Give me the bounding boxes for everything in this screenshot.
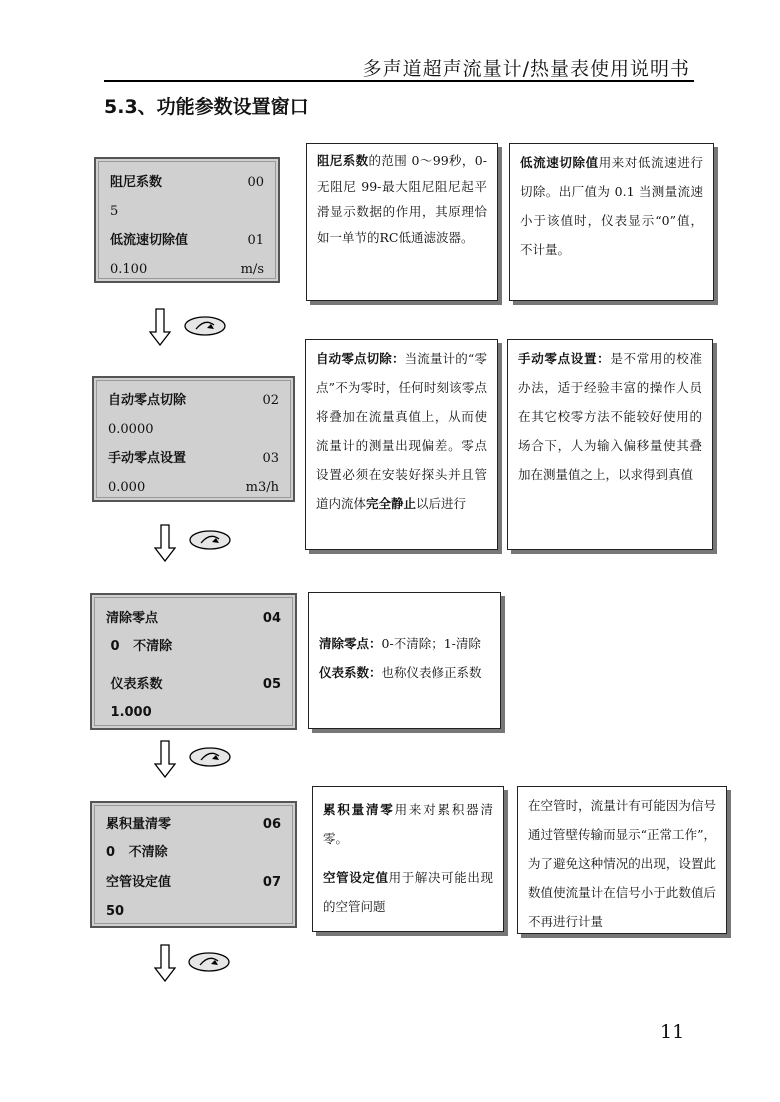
panel-value: 5 <box>110 204 119 219</box>
page-number: 11 <box>660 1021 685 1043</box>
desc-text: 用于解决可能出现的空管问题 <box>323 870 493 914</box>
panel-value: 0.000 <box>108 480 146 495</box>
desc-text: 也称仪表修正系数 <box>381 665 482 680</box>
down-arrow-icon <box>154 944 176 982</box>
down-arrow-icon <box>154 740 176 778</box>
panel-label: 阻尼系数 <box>110 175 163 190</box>
emphasis: 完全静止 <box>366 496 417 511</box>
enter-key-icon <box>188 746 232 768</box>
panel-label: 清除零点 <box>106 611 159 626</box>
down-arrow-icon <box>154 524 176 562</box>
enter-key-icon <box>188 529 232 551</box>
section-title: 5.3、功能参数设置窗口 <box>104 96 309 118</box>
desc-low-cut <box>509 143 714 301</box>
lcd-panel-clear-zero <box>90 593 297 730</box>
desc-clear-zero-factor <box>308 592 501 729</box>
desc-damping <box>306 143 498 301</box>
term: 手动零点设置： <box>518 351 611 366</box>
panel-value: 0 不清除 <box>106 639 173 654</box>
desc-manual-zero <box>507 339 713 550</box>
panel-code: 04 <box>262 611 281 626</box>
panel-label: 自动零点切除 <box>108 393 187 408</box>
desc-text: 在空管时，流量计有可能因为信号通过管壁传输而显示“正常工作”，为了避免这种情况的出现，设置此数值使流量计在信号小于此数值后不再进行计量 <box>528 798 716 929</box>
panel-label: 低流速切除值 <box>110 233 189 248</box>
term: 累积量清零 <box>323 802 395 817</box>
lcd-panel-zero <box>92 376 295 502</box>
down-arrow-icon <box>149 308 171 346</box>
panel-value: 1.000 <box>106 705 152 720</box>
desc-empty-pipe-note <box>517 786 727 934</box>
panel-code: 03 <box>262 451 279 466</box>
panel-code: 00 <box>247 175 264 190</box>
desc-text: 用来对累积器清零。 <box>323 802 493 846</box>
term: 仪表系数： <box>319 665 382 680</box>
panel-code: 06 <box>262 817 281 832</box>
desc-text: 的范围 0～99秒，0-无阻尼 99-最大阻尼阻尼起平滑显示数据的作用，其原理恰如一单节的RC低通滤波器。 <box>317 153 487 245</box>
panel-value: 0 不清除 <box>106 845 168 860</box>
panel-unit: m/s <box>240 262 264 277</box>
panel-code: 07 <box>262 875 281 890</box>
panel-code: 01 <box>247 233 264 248</box>
panel-code: 05 <box>262 677 281 692</box>
panel-label: 累积量清零 <box>106 817 172 832</box>
desc-text: 是不常用的校准办法，适于经验丰富的操作人员在其它校零方法不能较好使用的场合下，人为输入偏移量使其叠加在测量值之上，以求得到真值 <box>518 351 702 482</box>
term: 清除零点： <box>319 636 382 651</box>
header-divider <box>104 80 694 82</box>
desc-text: 以后进行 <box>416 496 467 511</box>
panel-label: 手动零点设置 <box>108 451 187 466</box>
desc-text: 0-不清除；1-清除 <box>381 636 481 651</box>
desc-text: 当流量计的“零点”不为零时，任何时刻该零点将叠加在流量真值上，从而使流量计的测量出现偏差。零点设置必须在安装好探头并且管道内流体 <box>316 351 487 511</box>
document-header-title: 多声道超声流量计/热量表使用说明书 <box>362 58 690 80</box>
enter-key-icon <box>183 315 227 337</box>
term: 阻尼系数 <box>317 153 369 168</box>
term: 自动零点切除： <box>316 351 405 366</box>
panel-label: 仪表系数 <box>106 677 163 692</box>
lcd-panel-totalizer <box>90 801 297 928</box>
panel-value: 50 <box>106 904 125 919</box>
desc-totalizer-empty-pipe <box>312 786 504 932</box>
panel-value: 0.0000 <box>108 422 154 437</box>
panel-value: 0.100 <box>110 262 148 277</box>
term: 空管设定值 <box>323 870 389 885</box>
lcd-panel-damping <box>94 157 280 283</box>
enter-key-icon <box>187 951 231 973</box>
panel-unit: m3/h <box>245 480 279 495</box>
desc-auto-zero <box>305 339 498 550</box>
term: 低流速切除值 <box>520 155 599 170</box>
panel-code: 02 <box>262 393 279 408</box>
desc-text: 用来对低流速进行切除。出厂值为 0.1 当测量流速小于该值时，仪表显示“0”值，不计量。 <box>520 155 703 257</box>
panel-label: 空管设定值 <box>106 875 172 890</box>
